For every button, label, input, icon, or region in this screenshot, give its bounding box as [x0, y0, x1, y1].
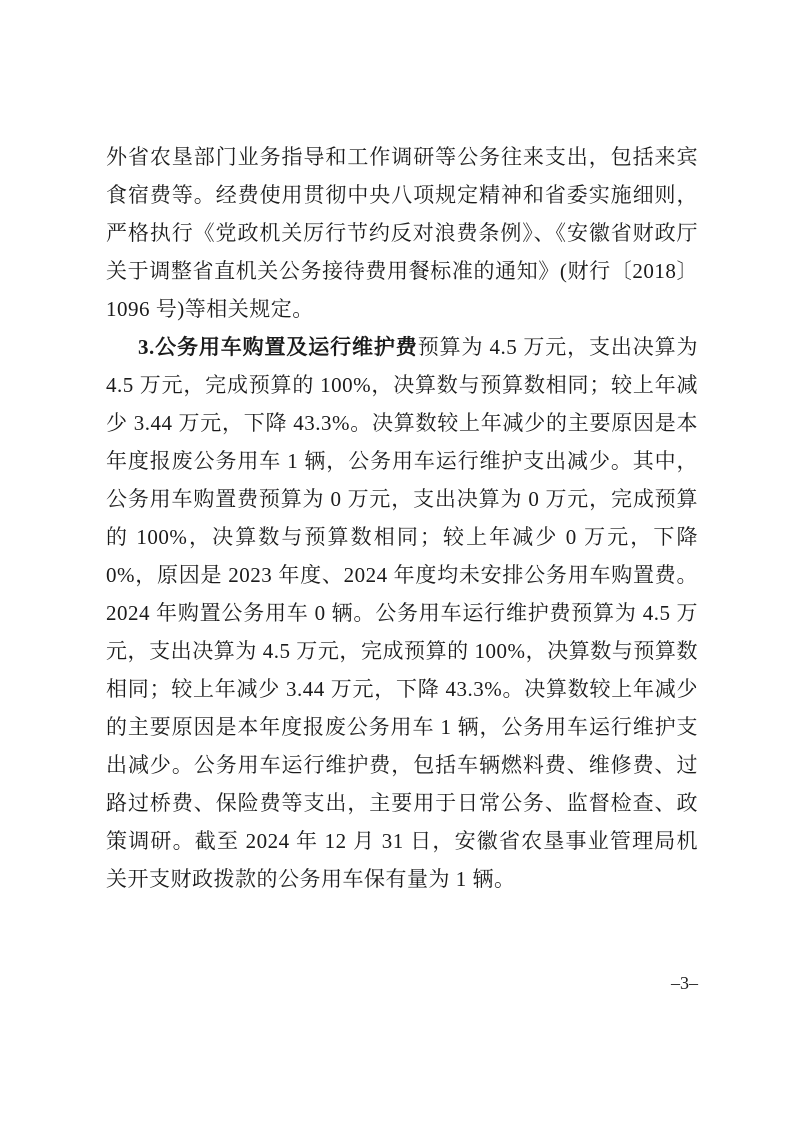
page-number: –3– — [671, 973, 698, 993]
vehicle-expense-body-text: 预算为 4.5 万元，支出决算为 4.5 万元，完成预算的 100%，决算数与预算数相同；较上年减少 3.44 万元，下降 43.3%。决算数较上年减少的主要原因是本年度报废公务用车 1 辆，公务用车运行维护支出减少。其中，公务用车购置费预算为 0 万元，支出决算为 0 万元，完成预算的 100%，决算数与预算数相同；较上年减少 0 万元，下降 0%，原因是 2023 年度、2024 年度均未安排公务用车购置费。2024 年购置公务用车 0 辆。公务用车运行维护费预算为 4.5 万元，支出决算为 4.5 万元，完成预算的 100%，决算数与预算数相同；较上年减少 3.44 万元，下降 43.3%。决算数较上年减少的主要原因是本年度报废公务用车 1 辆，公务用车运行维护支出减少。公务用车运行维护费，包括车辆燃料费、维修费、过路过桥费、保险费等支出，主要用于日常公务、监督检查、政策调研。截至 2024 年 12 月 31 日，安徽省农垦事业管理局机关开支财政拨款的公务用车保有量为 1 辆。 — [106, 335, 699, 891]
paragraph-funding-regulations: 外省农垦部门业务指导和工作调研等公务往来支出，包括来宾食宿费等。经费使用贯彻中央八项规定精神和省委实施细则，严格执行《党政机关厉行节约反对浪费条例》、《安徽省财政厅关于调整省直机关公务接待费用餐标准的通知》(财行〔2018〕1096 号)等相关规定。 — [106, 145, 698, 321]
paragraph-official-vehicle-expenses — [106, 328, 698, 898]
document-body — [106, 138, 698, 898]
vehicle-expense-heading: 3.公务用车购置及运行维护费 — [138, 335, 418, 359]
